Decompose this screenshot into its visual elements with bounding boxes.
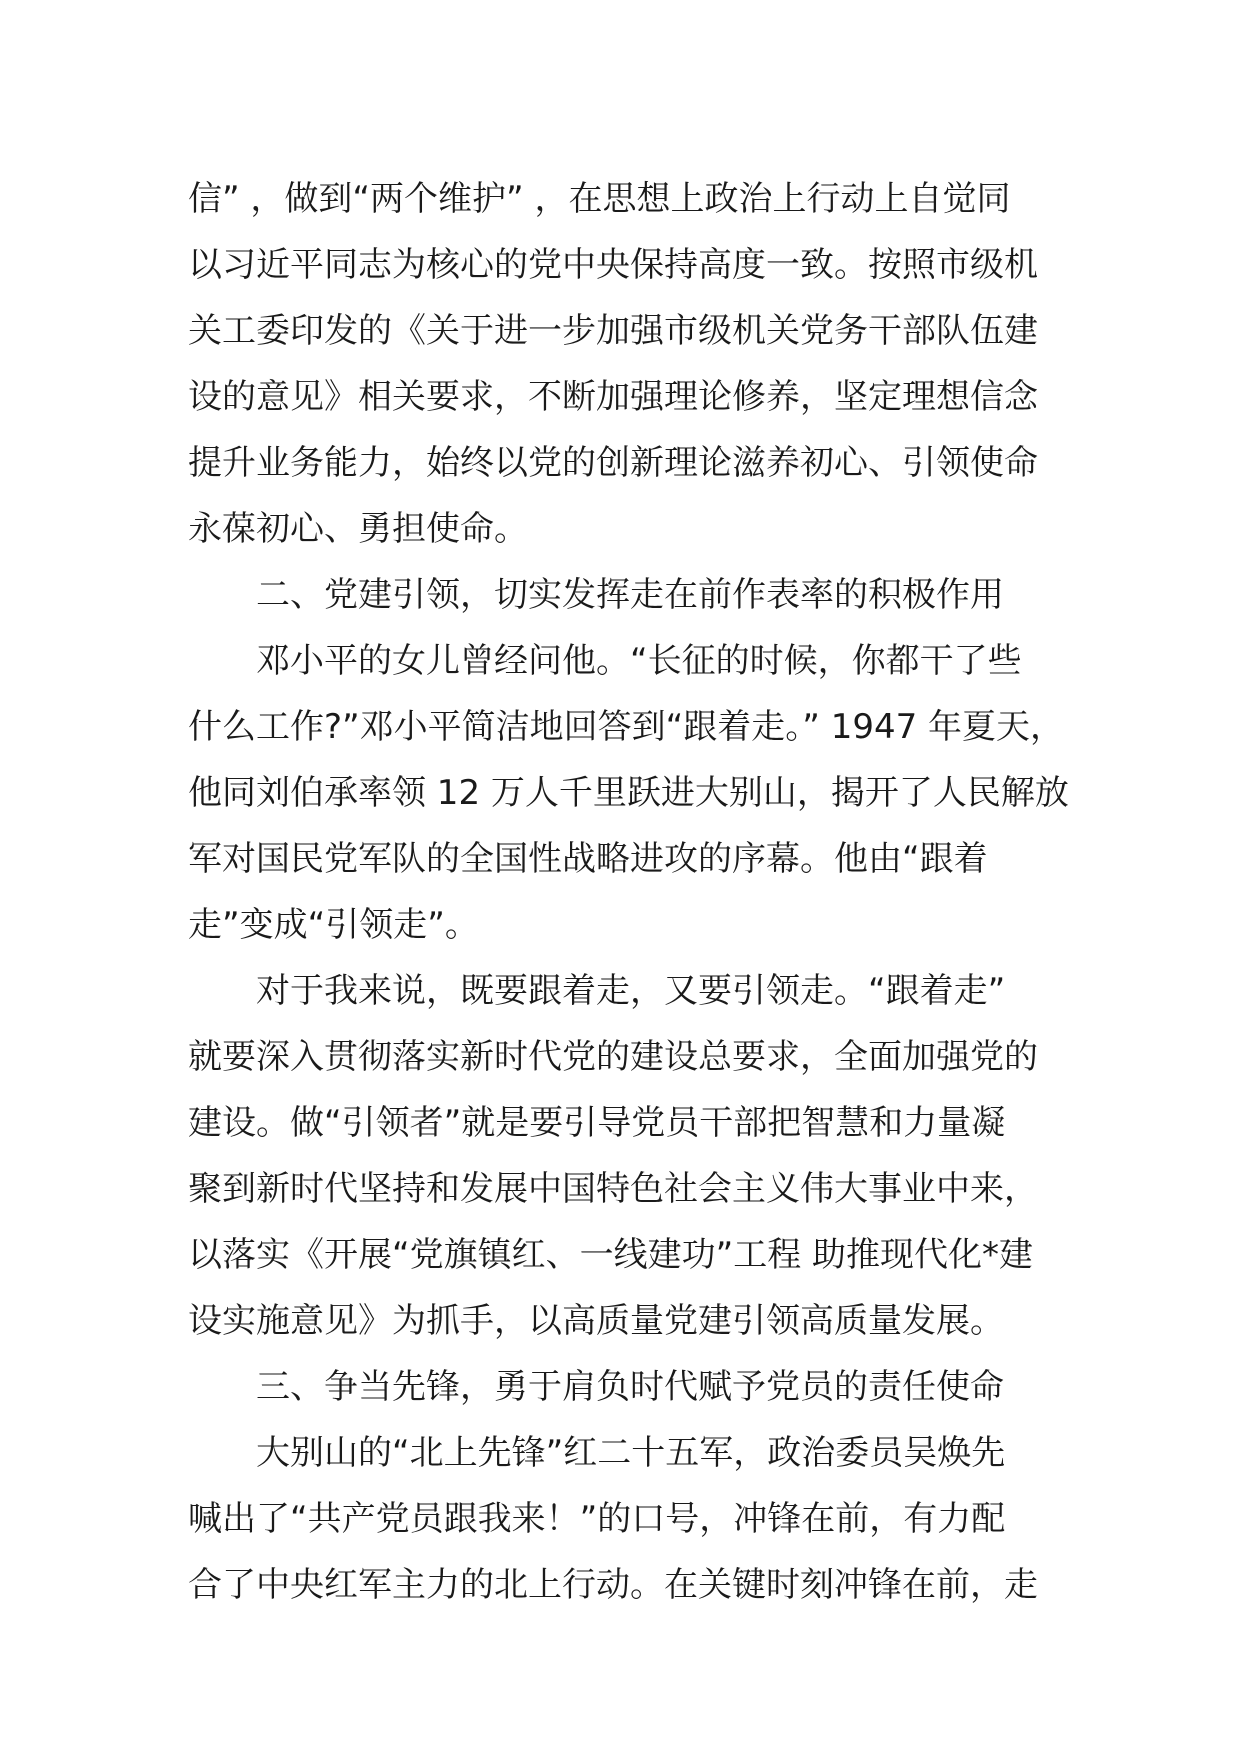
text-line: 什么工作?”邓小平简洁地回答到“跟着走。” 1947 年夏天， (188, 707, 1065, 747)
text-line: 邓小平的女儿曾经问他。“长征的时候，你都干了些 (256, 641, 1022, 681)
document-body (188, 166, 1068, 1618)
text-line: 设实施意见》为抓手，以高质量党建引领高质量发展。 (188, 1301, 1004, 1341)
section-heading-3: 三、争当先锋，勇于肩负时代赋予党员的责任使命 (256, 1367, 1004, 1407)
text-line: 喊出了“共产党员跟我来！”的口号，冲锋在前，有力配 (188, 1499, 1006, 1539)
text-line: 走”变成“引领走”。 (188, 905, 479, 945)
text-line: 设的意见》相关要求，不断加强理论修养，坚定理想信念 (188, 377, 1038, 417)
text-line: 聚到新时代坚持和发展中国特色社会主义伟大事业中来， (188, 1169, 1038, 1209)
text-line: 军对国民党军队的全国性战略进攻的序幕。他由“跟着 (188, 839, 988, 879)
text-line: 合了中央红军主力的北上行动。在关键时刻冲锋在前，走 (188, 1565, 1038, 1605)
text-line: 关工委印发的《关于进一步加强市级机关党务干部队伍建 (188, 311, 1038, 351)
text-line: 他同刘伯承率领 12 万人千里跃进大别山，揭开了人民解放 (188, 773, 1069, 813)
text-line: 建设。做“引领者”就是要引导党员干部把智慧和力量凝 (188, 1103, 1006, 1143)
text-line: 提升业务能力，始终以党的创新理论滋养初心、引领使命 (188, 443, 1038, 483)
text-line: 以落实《开展“党旗镇红、一线建功”工程 助推现代化*建 (188, 1235, 1034, 1275)
text-line: 对于我来说，既要跟着走，又要引领走。“跟着走” (256, 971, 1006, 1011)
text-line: 就要深入贯彻落实新时代党的建设总要求，全面加强党的 (188, 1037, 1038, 1077)
section-heading-2: 二、党建引领，切实发挥走在前作表率的积极作用 (256, 575, 1004, 615)
text-line: 永葆初心、勇担使命。 (188, 509, 528, 549)
text-line: 以习近平同志为核心的党中央保持高度一致。按照市级机 (188, 245, 1038, 285)
text-line: 大别山的“北上先锋”红二十五军，政治委员吴焕先 (256, 1433, 1006, 1473)
text-line: 信” ，做到“两个维护” ，在思想上政治上行动上自觉同 (188, 179, 1011, 219)
